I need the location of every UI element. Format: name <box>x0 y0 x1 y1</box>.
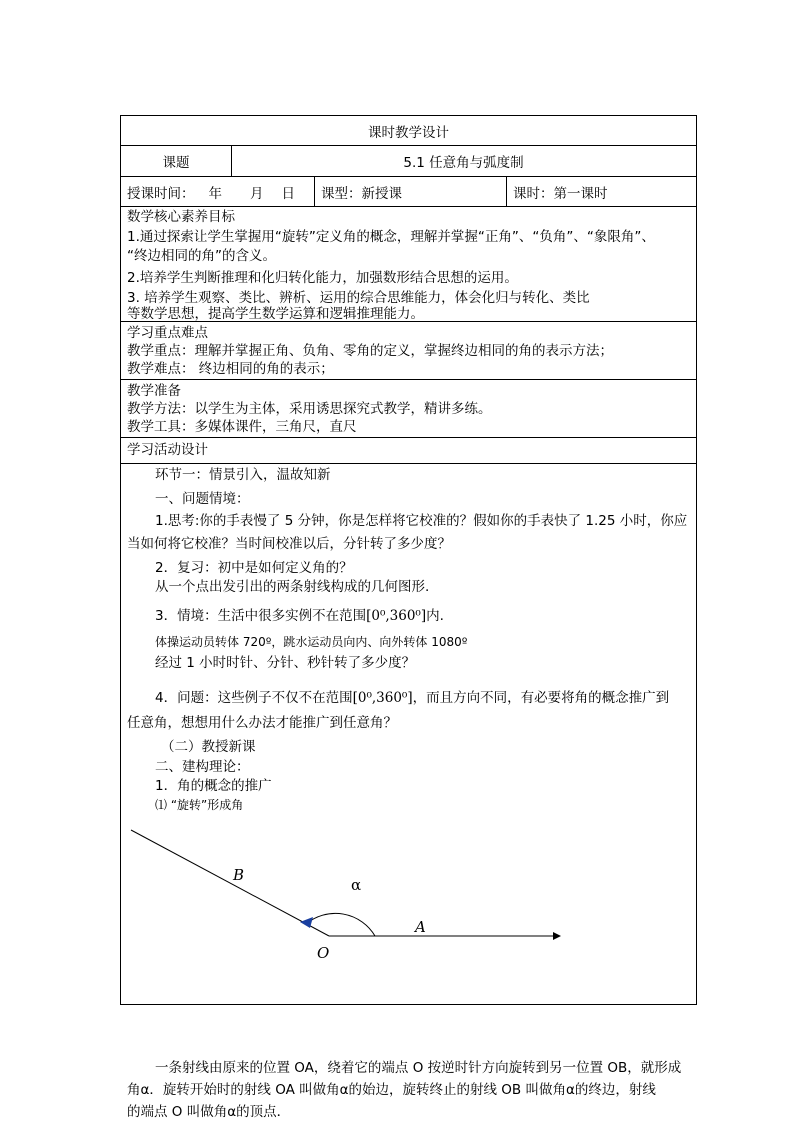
label-b: B <box>233 866 245 884</box>
key-focus: 教学重点：理解并掌握正角、负角、零角的定义，掌握终边相同的角的表示方法； <box>127 343 613 359</box>
label-o: O <box>317 944 330 962</box>
rotation-arc <box>306 913 375 936</box>
title-row <box>121 116 696 146</box>
activity-line: 当如何将它校准？当时间校准以后，分针转了多少度？ <box>127 536 451 552</box>
activity-line: 从一个点出发引出的两条射线构成的几何图形. <box>155 579 430 595</box>
key-points-heading: 学习重点难点 <box>127 325 208 341</box>
closing-line: 角α．旋转开始时的射线 OA 叫做角α的始边，旋转终止的射线 OB 叫做角α的终边，射线 <box>127 1082 656 1098</box>
activity-line: 一、问题情境： <box>155 491 250 507</box>
activity-line: 任意角，想想用什么办法才能推广到任意角？ <box>127 715 397 731</box>
activity-text: 3．情境：生活中很多实例不在范围 <box>155 608 367 624</box>
topic-label: 课题 <box>162 155 190 171</box>
lesson-period: 课时：第一课时 <box>513 185 608 202</box>
info-row <box>121 177 696 207</box>
goal-line: 2.培养学生判断推理和化归转化能力，加强数形结合思想的运用。 <box>127 270 518 286</box>
goal-line: 3. 培养学生观察、类比、辨析、运用的综合思维能力，体会化归与转化、类比 <box>127 290 590 306</box>
label-a: A <box>415 918 426 936</box>
lesson-plan-table <box>120 115 697 1120</box>
activity-text: 4．问题：这些例子不仅不在范围 <box>155 690 353 706</box>
date-label: 授课时间： <box>127 185 195 202</box>
activity-line-with-range <box>155 607 444 625</box>
lesson-type: 课型：新授课 <box>321 185 402 202</box>
goals-section <box>121 207 696 322</box>
activity-heading-row <box>121 438 696 464</box>
activity-line: 二、建构理论： <box>155 759 250 775</box>
activity-text: ，而且方向不同，有必要将角的概念推广到 <box>412 690 670 706</box>
prep-method: 教学方法：以学生为主体，采用诱思探究式教学，精讲多练。 <box>127 401 492 417</box>
goal-line: “终边相同的角”的含义。 <box>127 248 276 264</box>
activity-heading: 学习活动设计 <box>127 442 208 458</box>
activity-line: ⑴ “旋转”形成角 <box>155 798 244 812</box>
rotation-angle-figure <box>121 816 698 1056</box>
topic-value: 5.1 任意角与弧度制 <box>403 155 524 171</box>
range-formula: [0⁰,360⁰] <box>352 690 413 706</box>
label-alpha: α <box>351 876 362 894</box>
prep-section <box>121 380 696 438</box>
closing-line: 的端点 O 叫做角α的顶点． <box>127 1104 291 1120</box>
activity-line: 体操运动员转体 720º，跳水运动员向内、向外转体 1080º <box>155 635 468 649</box>
key-difficulty: 教学难点： 终边相同的角的表示； <box>127 361 334 377</box>
date-month: 月 <box>250 185 264 202</box>
ray-ob <box>131 830 329 936</box>
goal-line: 1.通过探索让学生掌握用“旋转”定义角的概念，理解并掌握“正角”、“负角”、“象限角”、 <box>127 229 655 245</box>
activity-line: （二）教授新课 <box>161 739 256 755</box>
prep-heading: 教学准备 <box>127 383 181 399</box>
date-day: 日 <box>281 185 295 202</box>
ray-oa-arrowhead <box>553 932 561 940</box>
activity-line: 2．复习：初中是如何定义角的？ <box>155 560 353 576</box>
date-year: 年 <box>208 185 222 202</box>
activity-line: 环节一：情景引入，温故知新 <box>155 467 331 483</box>
activity-text: 内. <box>426 608 444 624</box>
activity-line-with-range <box>155 689 669 707</box>
activity-line: 经过 1 小时时针、分针、秒针转了多少度？ <box>155 655 416 671</box>
closing-line: 一条射线由原来的位置 OA，绕着它的端点 O 按逆时针方向旋转到另一位置 OB，就形成 <box>155 1060 682 1076</box>
goals-heading: 数学核心素养目标 <box>127 209 235 225</box>
goal-line: 等数学思想，提高学生数学运算和逻辑推理能力。 <box>127 306 424 322</box>
range-formula: [0⁰,360⁰] <box>366 608 427 624</box>
activity-body <box>121 464 696 1120</box>
key-points-section <box>121 322 696 380</box>
topic-row <box>121 146 696 177</box>
activity-line: 1.思考:你的手表慢了 5 分钟，你是怎样将它校准的？假如你的手表快了 1.25 小时，你应 <box>155 513 688 529</box>
prep-tools: 教学工具：多媒体课件，三角尺，直尺 <box>127 419 357 435</box>
page-title: 课时教学设计 <box>368 124 449 141</box>
activity-line: 1．角的概念的推广 <box>155 778 272 794</box>
